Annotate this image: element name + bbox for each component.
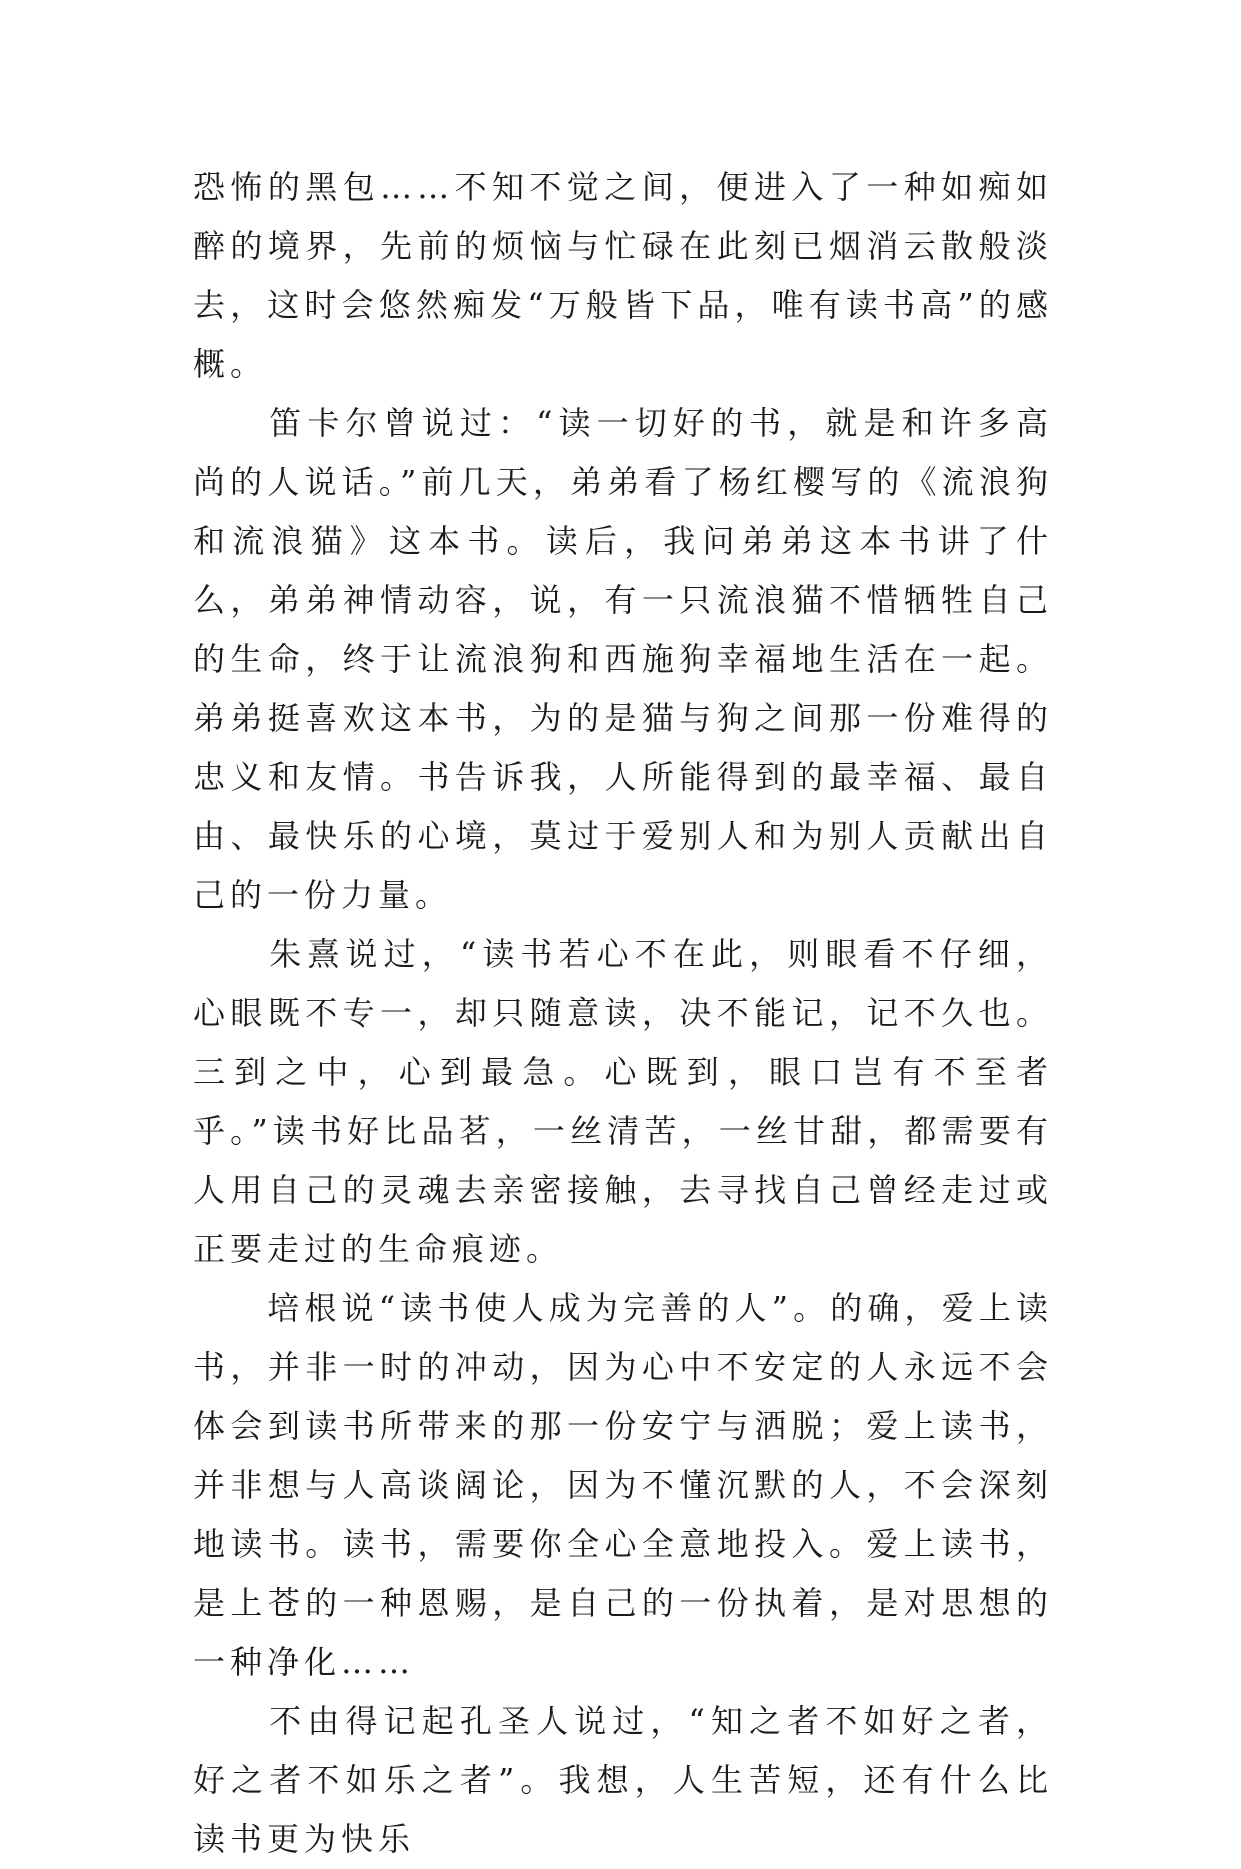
body-text	[193, 158, 1053, 1869]
paragraph-descartes: 笛卡尔曾说过：“读一切好的书，就是和许多高尚的人说话。”前几天，弟弟看了杨红樱写的《流浪狗和流浪猫》这本书。读后，我问弟弟这本书讲了什么，弟弟神情动容，说，有一只流浪猫不惜牺牲自己的生命，终于让流浪狗和西施狗幸福地生活在一起。弟弟挺喜欢这本书，为的是猫与狗之间那一份难得的忠义和友情。书告诉我，人所能得到的最幸福、最自由、最快乐的心境，莫过于爱别人和为别人贡献出自己的一份力量。	[193, 404, 1053, 914]
paragraph-zhuxi: 朱熹说过，“读书若心不在此，则眼看不仔细，心眼既不专一，却只随意读，决不能记，记不久也。三到之中，心到最急。心既到，眼口岂有不至者乎。”读书好比品茗，一丝清苦，一丝甘甜，都需要有人用自己的灵魂去亲密接触，去寻找自己曾经走过或正要走过的生命痕迹。	[193, 935, 1053, 1268]
paragraph-continued: 恐怖的黑包……不知不觉之间，便进入了一种如痴如醉的境界，先前的烦恼与忙碌在此刻已烟消云散般淡去，这时会悠然痴发“万般皆下品，唯有读书高”的感概。	[193, 168, 1053, 383]
paragraph-confucius: 不由得记起孔圣人说过，“知之者不如好之者，好之者不如乐之者”。我想，人生苦短，还有什么比读书更为快乐	[193, 1702, 1053, 1858]
paragraph-bacon: 培根说“读书使人成为完善的人”。的确，爱上读书，并非一时的冲动，因为心中不安定的人永远不会体会到读书所带来的那一份安宁与洒脱；爱上读书，并非想与人高谈阔论，因为不懂沉默的人，不会深刻地读书。读书，需要你全心全意地投入。爱上读书，是上苍的一种恩赐，是自己的一份执着，是对思想的一种净化……	[193, 1289, 1053, 1681]
